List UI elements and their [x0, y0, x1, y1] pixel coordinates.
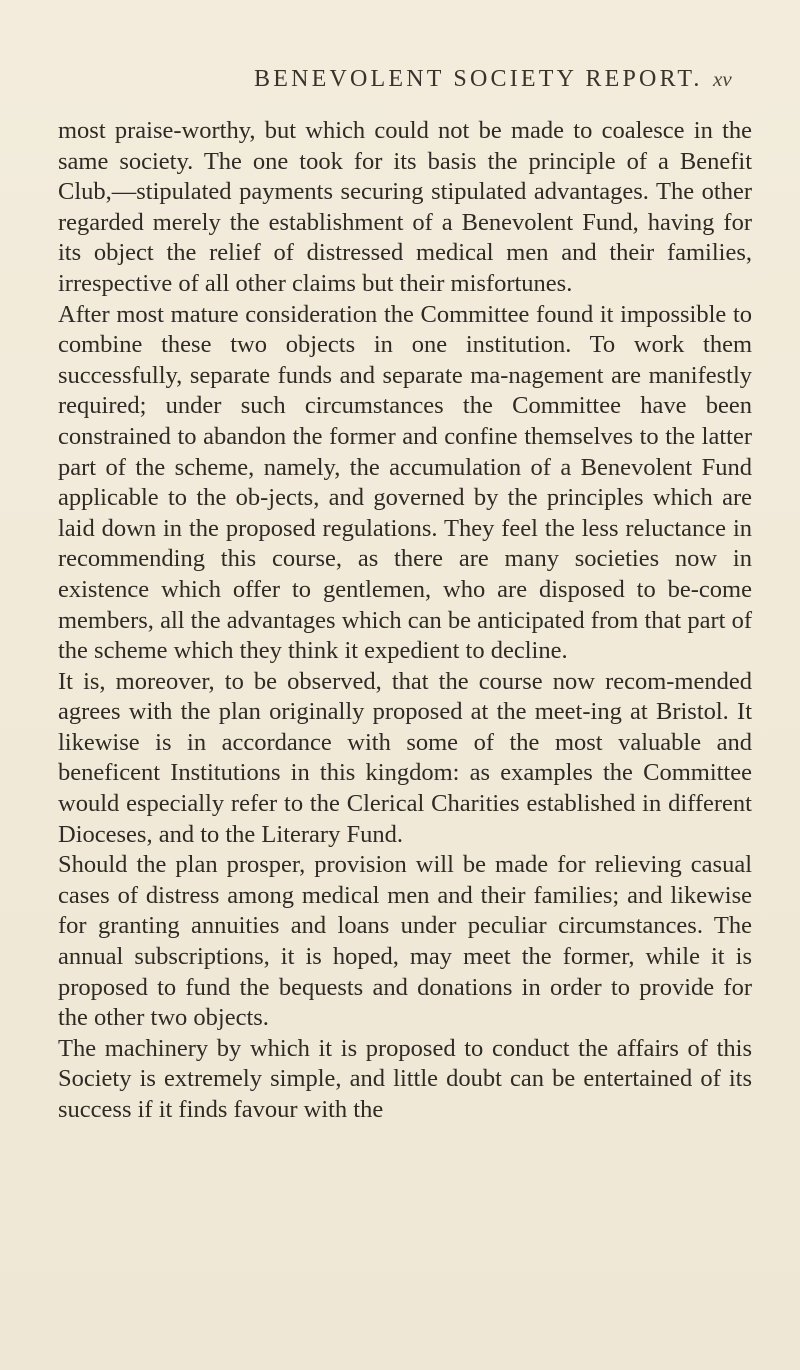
paragraph-committee-consideration: After most mature consideration the Committee found it impossible to combine these two objects in one institution. To work them successfully, separate funds and separate ma-nagement are manifestly required; under such circumstances the Committee have been constrained to abandon the former and confine themselves to the latter part of the scheme, namely, the accumulation of a Benevolent Fund applicable to the ob-jects, and governed by the principles which are laid down in the proposed regulations. They feel the less reluctance in recommending this course, as there are many societies now in existence which offer to gentlemen, who are disposed to be-come members, all the advantages which can be anticipated from that part of the scheme which they think it expedient to decline. — [58, 300, 752, 665]
paragraph-provision: Should the plan prosper, provision will be made for relieving casual cases of distress among medical men and their families; and likewise for granting annuities and loans under peculiar circumstances. The annual subscriptions, it is hoped, may meet the former, while it is proposed to fund the bequests and donations in order to provide for the other two objects. — [58, 851, 752, 1032]
paragraph-bristol-plan: It is, moreover, to be observed, that the course now recom-mended agrees with the plan originally proposed at the meet-ing at Bristol. It likewise is in accordance with some of the most valuable and beneficent Institutions in this kingdom: as examples the Committee would especially refer to the Clerical Charities established in different Dioceses, and to the Literary Fund. — [58, 667, 752, 848]
page-number: xv — [713, 67, 732, 91]
running-head — [0, 66, 800, 100]
paragraph-continuation: most praise-worthy, but which could not be made to coalesce in the same society. The one took for its basis the principle of a Benefit Club,—stipulated payments securing stipulated advantages. The other regarded merely the establishment of a Benevolent Fund, having for its object the relief of distressed medical men and their families, irrespective of all other claims but their misfortunes. — [58, 117, 752, 297]
running-head-title: BENEVOLENT SOCIETY REPORT. — [254, 66, 703, 92]
body-text — [58, 116, 752, 1126]
paragraph-machinery: The machinery by which it is proposed to conduct the affairs of this Society is extremely simple, and little doubt can be entertained of its success if it finds favour with the — [58, 1034, 752, 1123]
